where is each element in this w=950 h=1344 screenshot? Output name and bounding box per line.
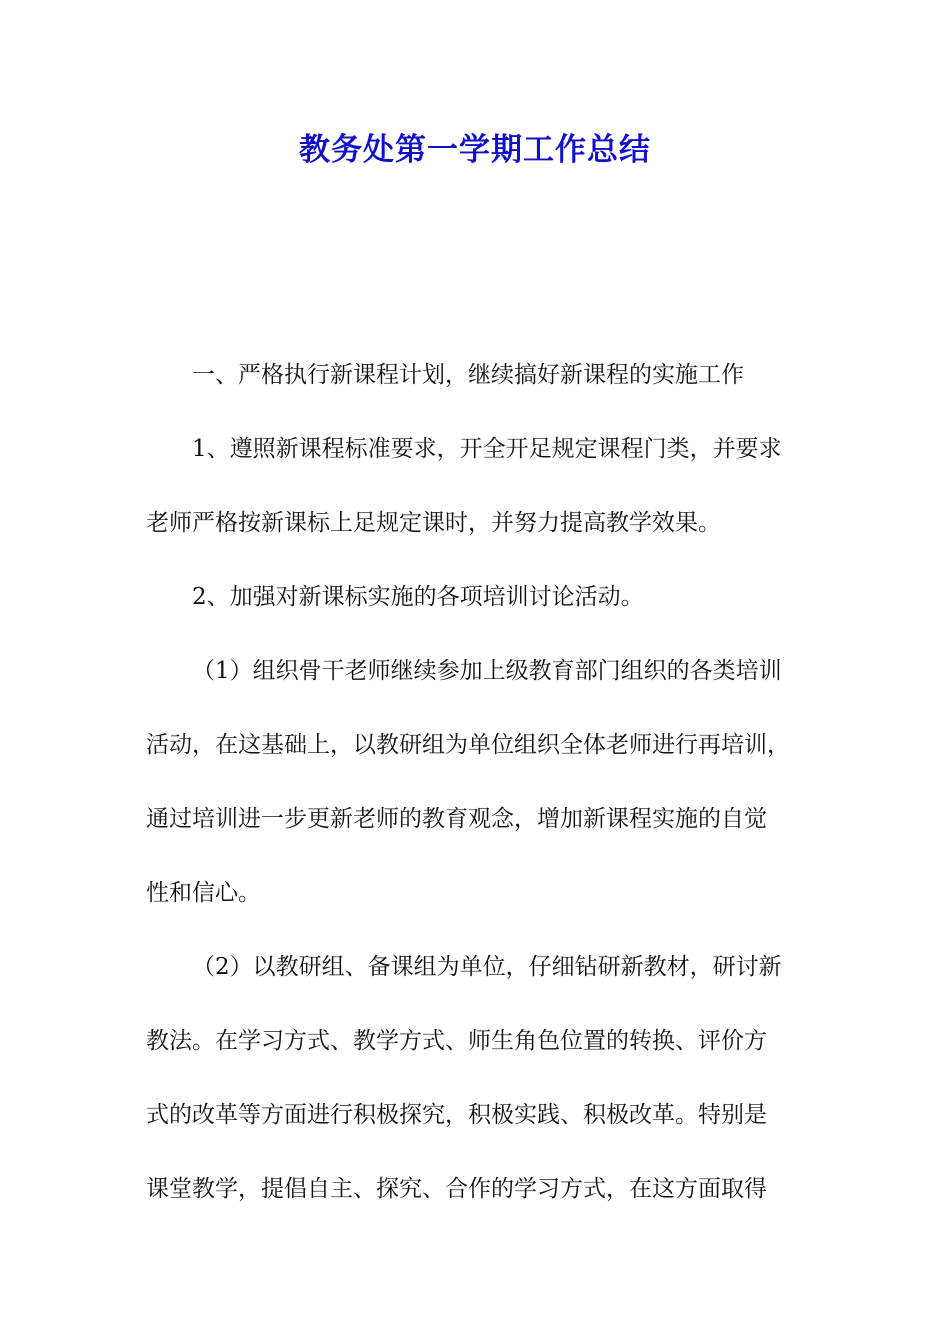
paragraph-line: 1、遵照新课程标准要求，开全开足规定课程门类，并要求 bbox=[192, 436, 782, 462]
paragraph-line: （1）组织骨干老师继续参加上级教育部门组织的各类培训 bbox=[192, 658, 782, 684]
paragraph-line: （2）以教研组、备课组为单位，仔细钻研新教材，研讨新 bbox=[192, 954, 782, 980]
paragraph-line: 教法。在学习方式、教学方式、师生角色位置的转换、评价方 bbox=[146, 1028, 767, 1054]
paragraph-line: 式的改革等方面进行积极探究，积极实践、积极改革。特别是 bbox=[146, 1102, 767, 1128]
paragraph-line: 性和信心。 bbox=[146, 880, 261, 906]
paragraph-line: 老师严格按新课标上足规定课时，并努力提高教学效果。 bbox=[146, 510, 721, 536]
section-heading-1: 一、严格执行新课程计划，继续搞好新课程的实施工作 bbox=[192, 362, 744, 388]
document-body bbox=[146, 338, 826, 1226]
paragraph-line: 课堂教学，提倡自主、探究、合作的学习方式，在这方面取得 bbox=[146, 1176, 767, 1202]
paragraph-line: 活动，在这基础上，以教研组为单位组织全体老师进行再培训， bbox=[146, 732, 790, 758]
document-title: 教务处第一学期工作总结 bbox=[299, 132, 651, 168]
paragraph-line: 2、加强对新课标实施的各项培训讨论活动。 bbox=[192, 584, 644, 610]
paragraph-line: 通过培训进一步更新老师的教育观念，增加新课程实施的自觉 bbox=[146, 806, 767, 832]
